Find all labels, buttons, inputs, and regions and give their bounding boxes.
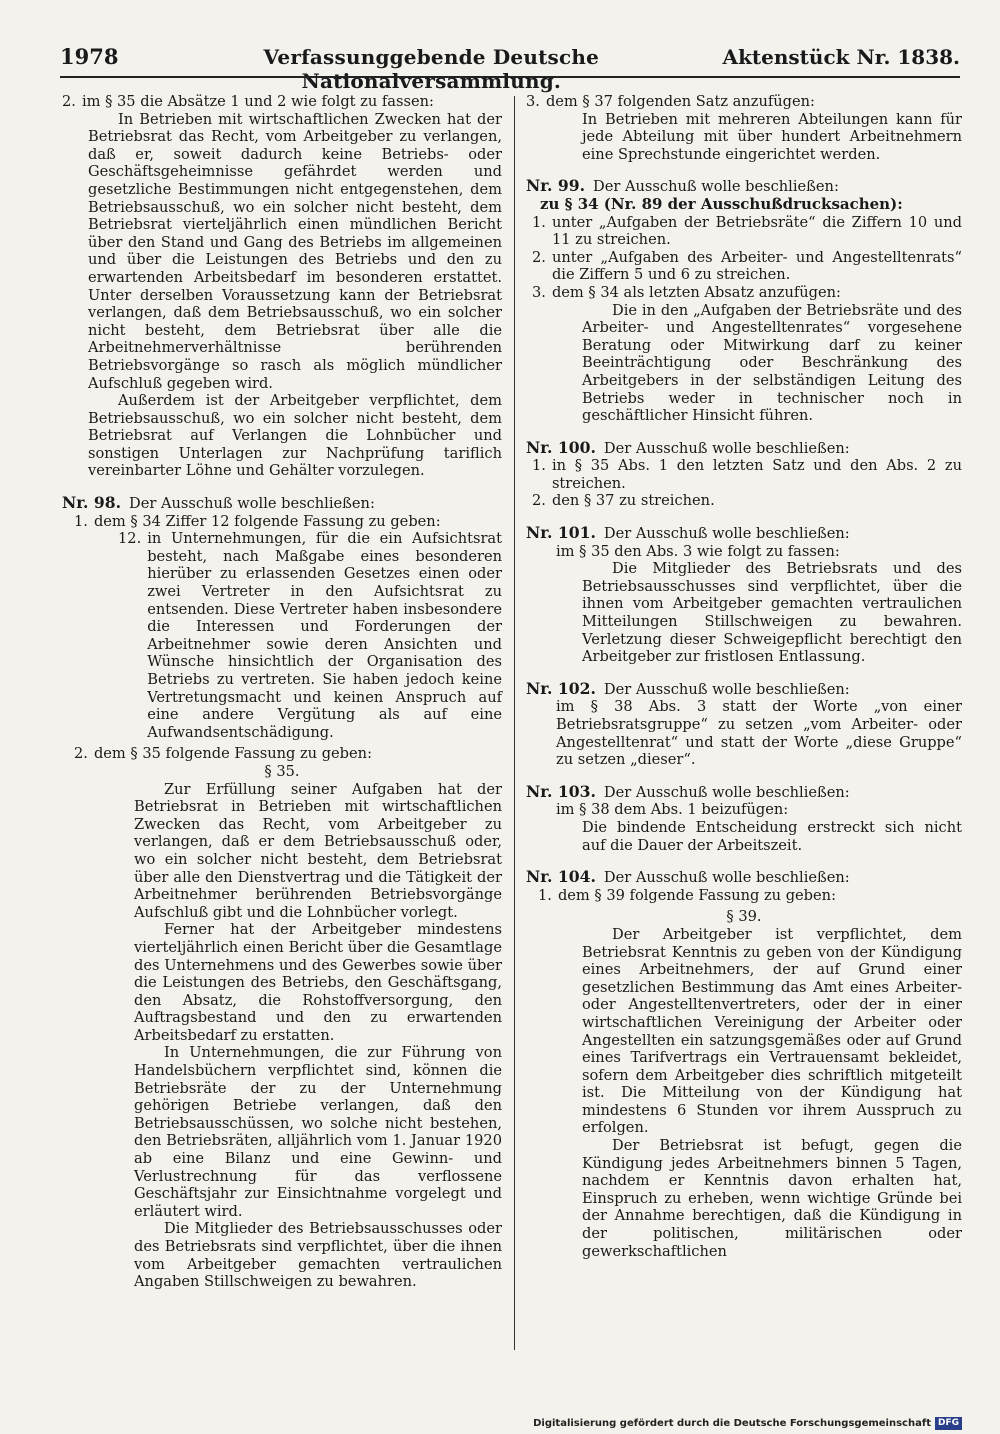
- section-heading: § 35.: [264, 762, 300, 780]
- motion-heading: Nr. 100. Der Ausschuß wolle beschließen:: [526, 437, 850, 457]
- left-column: [62, 93, 502, 1291]
- motion-number: Nr. 102.: [526, 678, 596, 698]
- section-heading: § 39.: [726, 908, 762, 926]
- list-item: 2. unter „Aufgaben des Arbeiter- und Angestelltenrats“ die Ziffern 5 und 6 zu streichen.: [532, 248, 962, 284]
- document-reference: Aktenstück Nr. 1838.: [722, 45, 960, 69]
- page-title: Verfassunggebende Deutsche Nationalversammlung.: [263, 45, 600, 93]
- paragraph: In Unternehmungen, die zur Führung von Handelsbüchern verpflichtet sind, können die Betriebsräte der zu der Unternehmung gehörigen Betriebe verlangen, daß den Betriebsausschüssen, wo solche nicht bestehen, den Betriebsräten, alljährlich vom 1. Januar 1920 ab eine Bilanz und eine Gewinn- und Verlustrechnung für das verflossene Geschäftsjahr zur Einsichtnahme vorgelegt und erläutert wird.: [134, 1044, 502, 1220]
- list-item: 1. dem § 34 Ziffer 12 folgende Fassung zu geben:: [74, 512, 441, 530]
- page-header: [60, 44, 960, 93]
- paragraph: im § 35 den Abs. 3 wie folgt zu fassen:: [556, 542, 840, 560]
- list-item: 2. im § 35 die Absätze 1 und 2 wie folgt zu fassen:: [62, 93, 434, 110]
- motion-heading: Nr. 99. Der Ausschuß wolle beschließen:: [526, 176, 839, 196]
- paragraph: Die in den „Aufgaben der Betriebsräte und des Arbeiter- und Angestelltenrates“ vorgesehene Beratung oder Mitwirkung darf zu keiner Beeinträchtigung oder Beschränkung des Arbeitgebers in der selbständigen Leitung des Betriebs weder in technischer noch in geschäftlicher Hinsicht führen.: [582, 301, 962, 425]
- motion-heading: Nr. 104. Der Ausschuß wolle beschließen:: [526, 867, 850, 887]
- paragraph: Die Mitglieder des Betriebsrats und des Betriebsausschusses sind verpflichtet, über die ihnen vom Arbeitgeber gemachten vertraulichen Mitteilungen Stillschweigen zu bewahren. Verletzung dieser Schweigepflicht berechtigt den Arbeitgeber zur fristlosen Entlassung.: [582, 560, 962, 666]
- paragraph: Zur Erfüllung seiner Aufgaben hat der Betriebsrat in Betrieben mit wirtschaftlichen Zwecken das Recht, vom Arbeitgeber zu verlangen, daß er dem Betriebsausschuß oder, wo ein solcher nicht besteht, dem Betriebsrat über alle den Dienstvertrag und die Tätigkeit der Arbeitnehmer berührenden Betriebsvorgänge Aufschluß gibt und die Lohnbücher vorlegt.: [134, 780, 502, 921]
- motion-number: Nr. 99.: [526, 176, 586, 196]
- header-rule: [60, 76, 960, 78]
- motion-number: Nr. 103.: [526, 781, 596, 801]
- list-item: 3. dem § 34 als letzten Absatz anzufügen:: [532, 283, 841, 301]
- paragraph: Der Betriebsrat ist befugt, gegen die Kündigung jedes Arbeitnehmers binnen 5 Tagen, nachdem er Kenntnis davon erhalten hat, Einspruch zu erheben, wenn wichtige Gründe bei der Annahme berechtigen, daß die Kündigung in der politischen, militärischen oder gewerkschaftlichen: [582, 1137, 962, 1260]
- list-item: 2. den § 37 zu streichen.: [532, 492, 715, 510]
- digitization-credit: [533, 1417, 962, 1430]
- credit-text: Digitalisierung gefördert durch die Deutsche Forschungsgemeinschaft: [533, 1418, 931, 1429]
- paragraph: In Betrieben mit mehreren Abteilungen kann für jede Abteilung mit über hundert Arbeitnehmern eine Sprechstunde eingerichtet werden.: [582, 110, 962, 163]
- motion-heading: Nr. 101. Der Ausschuß wolle beschließen:: [526, 523, 850, 543]
- list-item: 1. unter „Aufgaben der Betriebsräte“ die Ziffern 10 und 11 zu streichen.: [532, 213, 962, 249]
- motion-heading: Nr. 102. Der Ausschuß wolle beschließen:: [526, 678, 850, 698]
- subheading: zu § 34 (Nr. 89 der Ausschußdrucksachen):: [540, 194, 903, 213]
- paragraph: Außerdem ist der Arbeitgeber verpflichtet, dem Betriebsausschuß, wo ein solcher nicht besteht, dem Betriebsrat auf Verlangen die Lohnbücher und sonstigen Unterlagen zur Nachprüfung tariflich vereinbarter Löhne und Gehälter vorzulegen.: [88, 392, 502, 480]
- paragraph: Die Mitglieder des Betriebsausschusses oder des Betriebsrats sind verpflichtet, über die ihnen vom Arbeitgeber gemachten vertraulichen Angaben Stillschweigen zu bewahren.: [134, 1220, 502, 1291]
- paragraph: im § 38 dem Abs. 1 beizufügen:: [556, 801, 789, 819]
- list-item: 1. dem § 39 folgende Fassung zu geben:: [538, 886, 836, 904]
- motion-heading: Nr. 98. Der Ausschuß wolle beschließen:: [62, 493, 375, 513]
- paragraph: im § 38 Abs. 3 statt der Worte „von einer Betriebsratsgruppe“ zu setzen „vom Arbeiter- oder Angestelltenrat“ und statt der Worte „diese Gruppe“ zu setzen „dieser“.: [556, 698, 962, 769]
- motion-number: Nr. 101.: [526, 523, 596, 543]
- paragraph: Die bindende Entscheidung erstreckt sich nicht auf die Dauer der Arbeitszeit.: [582, 818, 962, 854]
- list-item: 1. in § 35 Abs. 1 den letzten Satz und den Abs. 2 zu streichen.: [532, 457, 962, 492]
- motion-number: Nr. 100.: [526, 437, 596, 457]
- paragraph: In Betrieben mit wirtschaftlichen Zwecken hat der Betriebsrat das Recht, vom Arbeitgeber zu verlangen, daß er, soweit dadurch keine Betriebs- oder Geschäftsgeheimnisse gefährdet werden und gesetzliche Bestimmungen nicht entgegenstehen, dem Betriebsausschuß, wo ein solcher nicht besteht, dem Betriebsrat vierteljährlich einen mündlichen Bericht über den Stand und Gang des Betriebs im allgemeinen und über die Leistungen des Betriebs und den zu erwartenden Arbeitsbedarf im besonderen erstattet. Unter derselben Voraussetzung kann der Betriebsrat verlangen, daß dem Betriebsausschuß, wo ein solcher nicht besteht, dem Betriebsrat über alle die Arbeitnehmerverhältnisse berührenden Betriebsvorgänge so rasch als möglich mündlicher Aufschluß gegeben wird.: [88, 110, 502, 392]
- right-column: [526, 93, 962, 1260]
- paragraph: Der Arbeitgeber ist verpflichtet, dem Betriebsrat Kenntnis zu geben von der Kündigung eines Arbeitnehmers, der auf Grund einer gesetzlichen Bestimmung das Amt eines Arbeiter- oder Angestelltenvertreters, oder der in einer wirtschaftlichen Vereinigung der Arbeiter oder Angestellten ein satzungsgemäßes oder auf Grund eines Tarifvertrags ein Vertrauensamt bekleidet, sofern dem Arbeitgeber dies schriftlich mitgeteilt ist. Die Mitteilung von der Kündigung hat mindestens 6 Stunden vor ihrem Ausspruch zu erfolgen.: [582, 925, 962, 1137]
- list-item: 3. dem § 37 folgenden Satz anzufügen:: [526, 93, 815, 110]
- dfg-logo: DFG: [935, 1417, 962, 1430]
- motion-heading: Nr. 103. Der Ausschuß wolle beschließen:: [526, 781, 850, 801]
- list-item: 2. dem § 35 folgende Fassung zu geben:: [74, 745, 372, 763]
- list-item: 12. in Unternehmungen, für die ein Aufsichtsrat besteht, nach Maßgabe eines besonderen hierüber zu erlassenden Gesetzes einen oder zwei Vertreter in den Aufsichtsrat zu entsenden. Diese Vertreter haben insbesondere die Interessen und Forderungen der Arbeitnehmer sowie deren Ansichten und Wünsche hinsichtlich der Organisation des Betriebs zu vertreten. Sie haben jedoch keine Vertretungsmacht und keinen Anspruch auf eine andere Vergütung als auf eine Aufwandsentschädigung.: [118, 530, 502, 741]
- page-number: 1978: [60, 44, 119, 69]
- motion-number: Nr. 98.: [62, 493, 122, 513]
- paragraph: Ferner hat der Arbeitgeber mindestens vierteljährlich einen Bericht über die Gesamtlage des Unternehmens und des Gewerbes sowie über die Leistungen des Betriebs, den Geschäftsgang, den Absatz, die Rohstoffversorgung, den Auftragsbestand und den zu erwartenden Arbeitsbedarf zu erstatten.: [134, 921, 502, 1044]
- column-divider: [514, 96, 515, 1350]
- motion-number: Nr. 104.: [526, 867, 596, 887]
